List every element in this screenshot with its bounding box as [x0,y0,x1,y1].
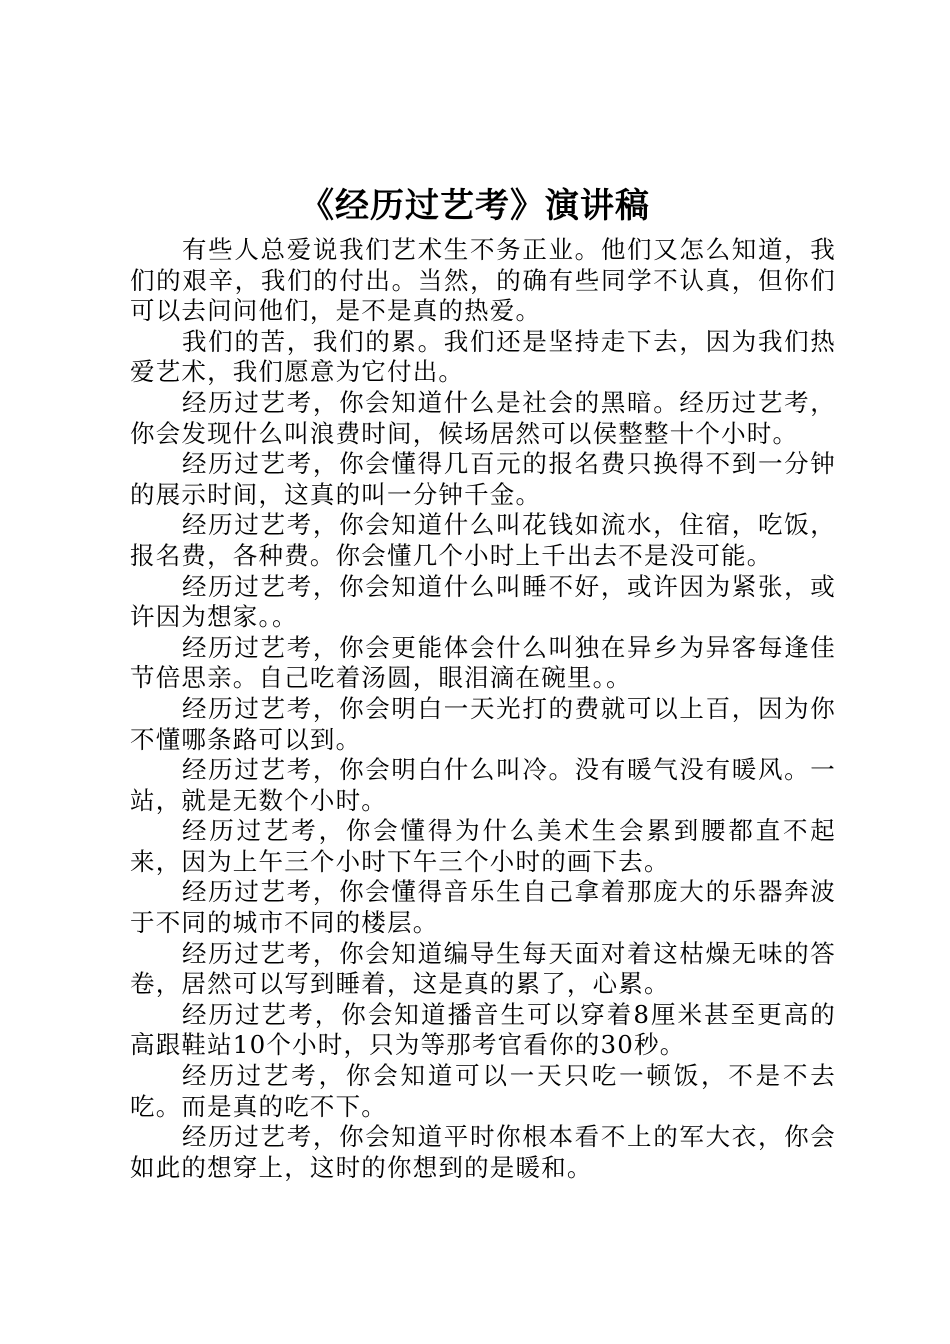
paragraph: 经历过艺考，你会懂得音乐生自己拿着那庞大的乐器奔波于不同的城市不同的楼层。 [130,877,836,938]
paragraph: 经历过艺考，你会知道什么叫睡不好，或许因为紧张，或许因为想家。。 [130,571,836,632]
paragraph: 经历过艺考，你会知道平时你根本看不上的军大衣，你会如此的想穿上，这时的你想到的是暖和。 [130,1122,836,1182]
paragraph: 经历过艺考，你会知道播音生可以穿着8厘米甚至更高的高跟鞋站10个小时，只为等那考官看你的30秒。 [130,999,836,1060]
paragraph: 经历过艺考，你会知道什么叫花钱如流水，住宿，吃饭，报名费，各种费。你会懂几个小时上千出去不是没可能。 [130,510,836,570]
paragraph: 经历过艺考，你会懂得几百元的报名费只换得不到一分钟的展示时间，这真的叫一分钟千金。 [130,449,836,509]
document-body [130,235,836,1183]
paragraph: 我们的苦，我们的累。我们还是坚持走下去，因为我们热爱艺术，我们愿意为它付出。 [130,326,836,387]
paragraph: 经历过艺考，你会明白一天光打的费就可以上百，因为你不懂哪条路可以到。 [130,693,836,754]
paragraph: 经历过艺考，你会更能体会什么叫独在异乡为异客每逢佳节倍思亲。自己吃着汤圆，眼泪滴在碗里。。 [130,632,836,693]
paragraph: 经历过艺考，你会知道什么是社会的黑暗。经历过艺考，你会发现什么叫浪费时间，候场居然可以侯整整十个小时。 [130,387,836,448]
paragraph: 有些人总爱说我们艺术生不务正业。他们又怎么知道，我们的艰辛，我们的付出。当然，的确有些同学不认真，但你们可以去问问他们，是不是真的热爱。 [130,235,836,326]
paragraph: 经历过艺考，你会明白什么叫冷。没有暖气没有暖风。一站，就是无数个小时。 [130,755,836,815]
paragraph: 经历过艺考，你会知道编导生每天面对着这枯燥无味的答卷，居然可以写到睡着，这是真的累了，心累。 [130,938,836,999]
paragraph: 经历过艺考，你会懂得为什么美术生会累到腰都直不起来，因为上午三个小时下午三个小时的画下去。 [130,816,836,876]
paragraph: 经历过艺考，你会知道可以一天只吃一顿饭，不是不去吃。而是真的吃不下。 [130,1061,836,1121]
document-title: 《经历过艺考》演讲稿 [300,186,650,226]
